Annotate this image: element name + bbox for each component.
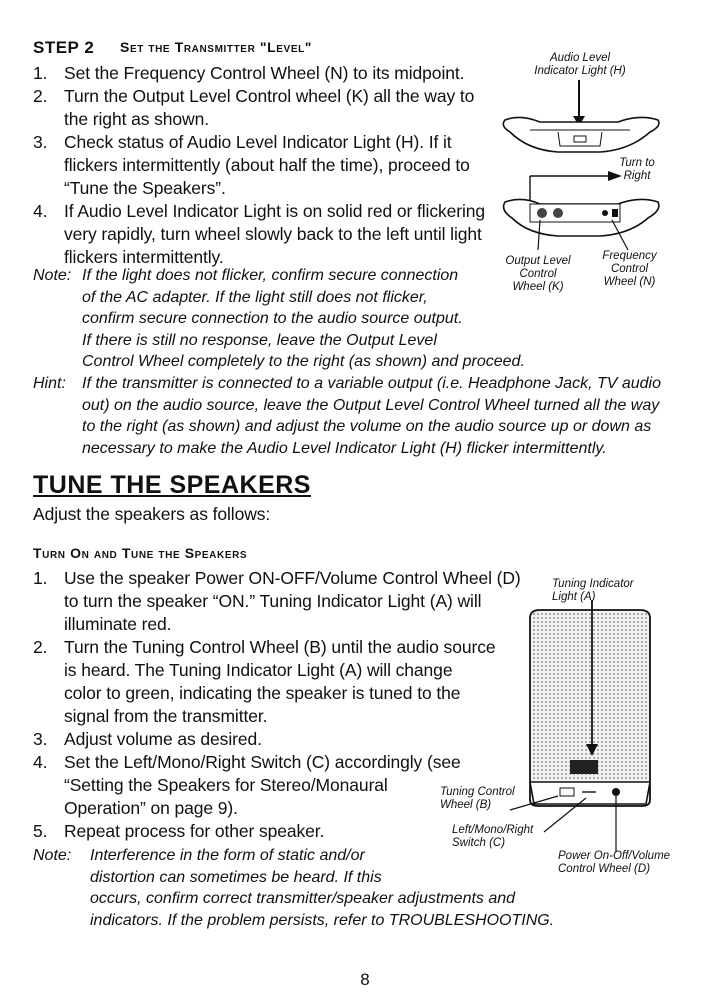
item-number: 3. bbox=[33, 132, 48, 152]
label-line: Power On-Off/Volume bbox=[558, 850, 671, 862]
note-line: distortion can sometimes be heard. If this bbox=[90, 868, 382, 886]
item-text: Check status of Audio Level Indicator Light (H). If it flickers intermittently (about half the time), proceed to “Tune the Speakers”. bbox=[64, 132, 470, 198]
label-line: Control bbox=[610, 263, 649, 275]
list-item bbox=[33, 131, 484, 200]
turn-right-label bbox=[607, 157, 667, 183]
step-title: Set the Transmitter "Level" bbox=[120, 39, 313, 55]
list-item bbox=[33, 85, 479, 131]
label-line: Right bbox=[623, 170, 651, 182]
audio-level-label bbox=[520, 52, 640, 78]
note-line: Interference in the form of static and/or bbox=[90, 847, 365, 864]
section-intro: Adjust the speakers as follows: bbox=[33, 504, 271, 524]
label-line: Wheel (K) bbox=[512, 281, 564, 293]
hint-line: necessary to make the Audio Level Indicator Light (H) flicker intermittently. bbox=[82, 439, 607, 457]
item-line: Operation” on page 9). bbox=[64, 798, 238, 818]
note-label: Note: bbox=[33, 847, 72, 864]
label-line: Control Wheel (D) bbox=[558, 863, 651, 875]
note-line: Control Wheel completely to the right (as shown) and proceed. bbox=[82, 353, 525, 370]
note-line: confirm secure connection to the audio source output. bbox=[82, 310, 463, 327]
label-line: Switch (C) bbox=[452, 837, 506, 849]
output-level-label bbox=[498, 255, 578, 294]
speaker-illustration bbox=[420, 600, 660, 860]
item-text: Turn the Output Level Control wheel (K) all the way to the right as shown. bbox=[64, 86, 475, 129]
label-line: Output Level bbox=[505, 255, 571, 267]
item-line: Set the Left/Mono/Right Switch (C) accordingly (see bbox=[64, 752, 461, 772]
note-line: of the AC adapter. If the light still does not flicker, bbox=[82, 288, 428, 306]
label-line: Wheel (B) bbox=[440, 799, 492, 811]
item-number: 2. bbox=[33, 637, 48, 657]
label-line: Audio Level bbox=[549, 52, 611, 64]
frequency-label bbox=[592, 250, 667, 289]
item-number: 4. bbox=[33, 201, 48, 221]
step-label: STEP 2 bbox=[33, 38, 95, 57]
item-number: 3. bbox=[33, 729, 48, 749]
label-line: Left/Mono/Right bbox=[452, 824, 534, 836]
item-line: color to green, indicating the speaker is tuned to the bbox=[64, 683, 461, 703]
item-line: illuminate red. bbox=[64, 614, 172, 634]
page-number: 8 bbox=[360, 970, 370, 989]
power-label bbox=[558, 850, 688, 876]
item-number: 5. bbox=[33, 821, 48, 841]
item-line: is heard. The Tuning Indicator Light (A) will change bbox=[64, 660, 453, 680]
item-line: Repeat process for other speaker. bbox=[64, 821, 325, 841]
label-line: Control bbox=[519, 268, 557, 280]
note-line: If there is still no response, leave the Output Level bbox=[82, 331, 437, 349]
item-line: Turn the Tuning Control Wheel (B) until the audio source bbox=[64, 637, 496, 657]
note-label: Note: bbox=[33, 267, 72, 284]
label-line: Frequency bbox=[602, 250, 657, 262]
item-line: Adjust volume as desired. bbox=[64, 729, 262, 749]
hint-line: out) on the audio source, leave the Output Level Control Wheel turned all the way bbox=[82, 396, 660, 414]
section-subheading: Turn On and Tune the Speakers bbox=[33, 545, 248, 561]
list-item bbox=[33, 200, 504, 269]
label-line: Turn to bbox=[619, 157, 655, 169]
item-number: 4. bbox=[33, 752, 48, 772]
item-number: 1. bbox=[33, 63, 48, 83]
note-text bbox=[82, 265, 562, 373]
label-line: Tuning Control bbox=[440, 786, 515, 798]
step-list bbox=[33, 62, 503, 269]
hint-label: Hint: bbox=[33, 375, 66, 392]
note-line: indicators. If the problem persists, refer to TROUBLESHOOTING. bbox=[90, 911, 555, 929]
item-number: 2. bbox=[33, 86, 48, 106]
item-text: Set the Frequency Control Wheel (N) to its midpoint. bbox=[64, 63, 465, 83]
note-line: occurs, confirm correct transmitter/speaker adjustments and bbox=[90, 890, 516, 907]
label-line: Light (A) bbox=[552, 591, 596, 603]
item-number: 1. bbox=[33, 568, 48, 588]
section-heading: TUNE THE SPEAKERS bbox=[33, 471, 311, 499]
hint-line: If the transmitter is connected to a variable output (i.e. Headphone Jack, TV audio bbox=[82, 375, 661, 392]
hint-text bbox=[82, 373, 692, 459]
hint-line: to the right (as shown) and adjust the volume on the audio source up or down as bbox=[82, 418, 652, 435]
label-line: Indicator Light (H) bbox=[534, 65, 626, 77]
note-line: If the light does not flicker, confirm secure connection bbox=[82, 267, 459, 284]
switch-label bbox=[452, 824, 552, 850]
label-line: Wheel (N) bbox=[603, 276, 656, 288]
item-line: signal from the transmitter. bbox=[64, 706, 268, 726]
label-line: Tuning Indicator bbox=[552, 578, 634, 590]
tuning-control-label bbox=[440, 786, 530, 812]
list-item bbox=[33, 62, 504, 85]
item-line: to turn the speaker “ON.” Tuning Indicator Light (A) will bbox=[64, 591, 482, 611]
item-line: Use the speaker Power ON-OFF/Volume Control Wheel (D) bbox=[64, 568, 521, 588]
item-text: If Audio Level Indicator Light is on solid red or flickering very rapidly, turn wheel slowly back to the left until light flickers intermittently. bbox=[64, 201, 486, 267]
item-line: “Setting the Speakers for Stereo/Monaural bbox=[64, 775, 388, 795]
